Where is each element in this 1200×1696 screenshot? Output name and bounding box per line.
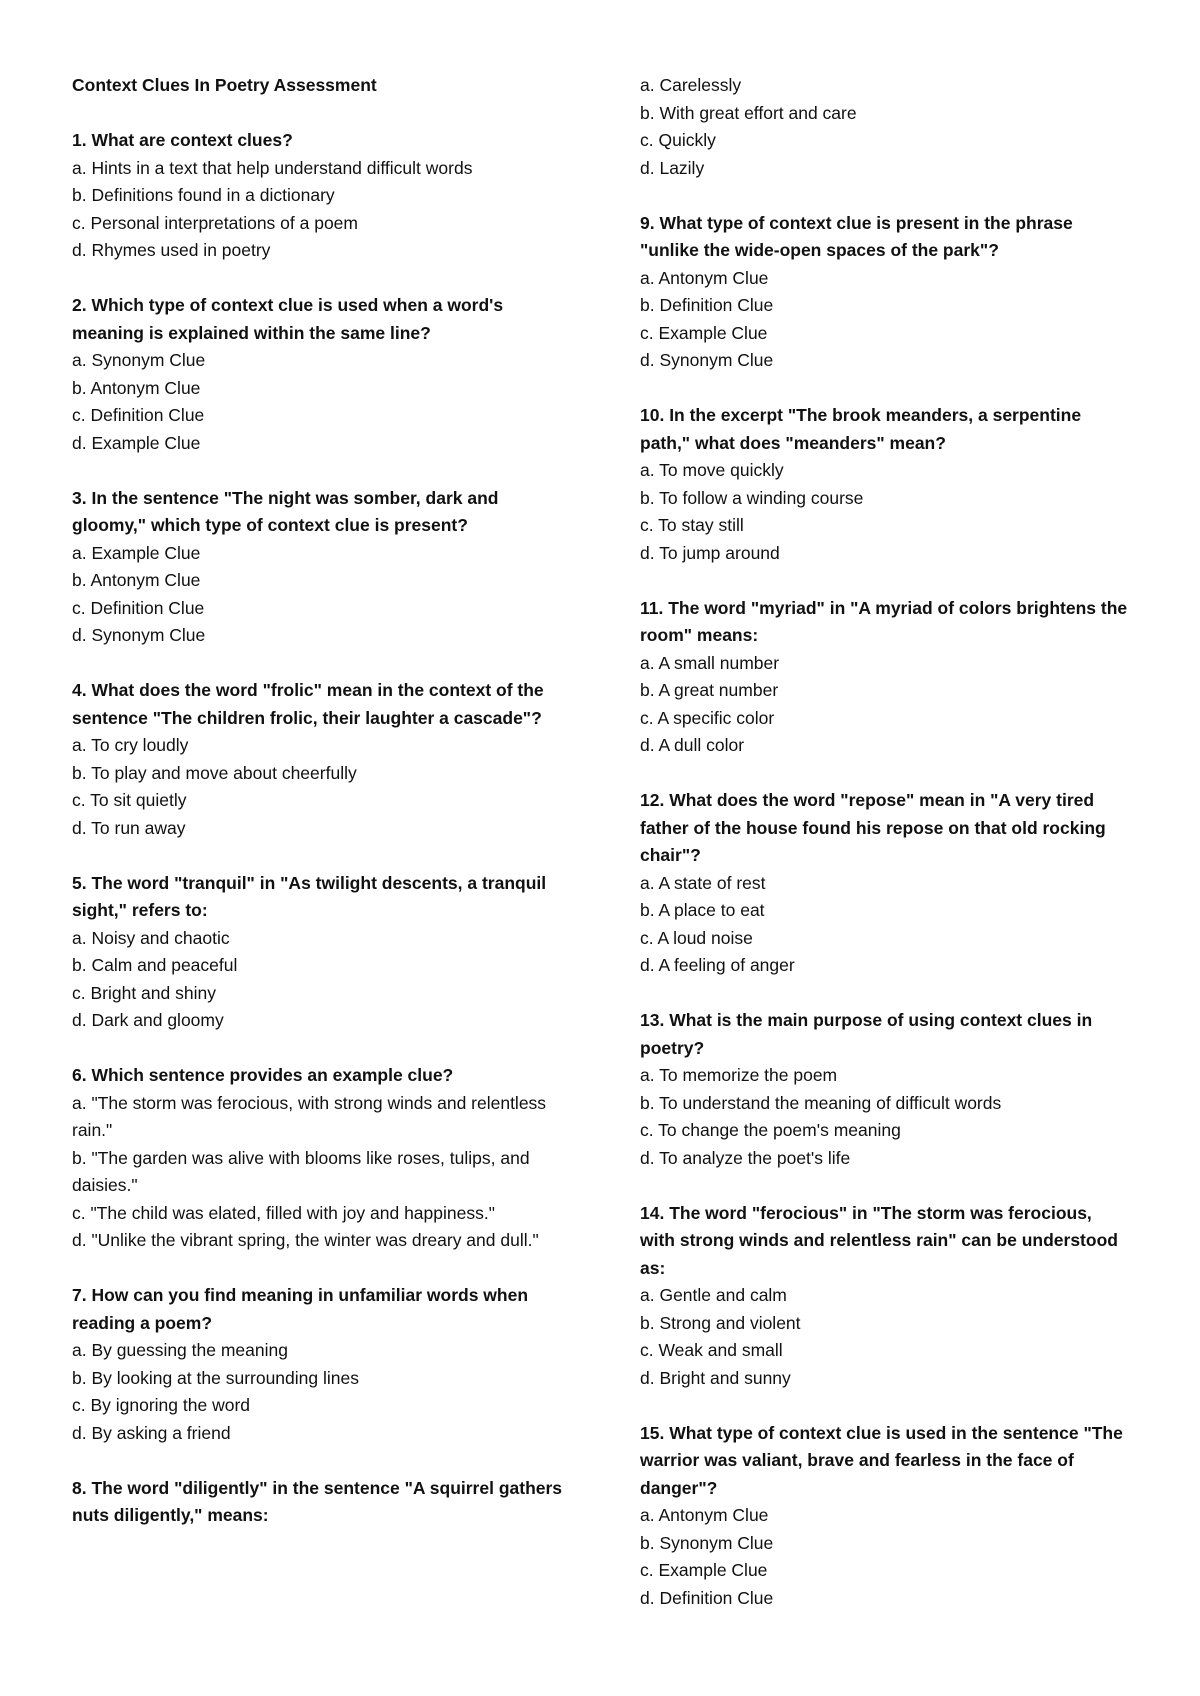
question-12 [640, 787, 1130, 980]
question-text: 4. What does the word "frolic" mean in the context of the sentence "The children frolic, their laughter a cascade"? [72, 680, 544, 728]
left-column [72, 72, 572, 1557]
question-text: 11. The word "myriad" in "A myriad of colors brightens the room" means: [640, 597, 1128, 645]
option-d: d. By asking a friend [72, 1422, 231, 1443]
option-a: a. Antonym Clue [640, 267, 769, 288]
option-c: c. To sit quietly [72, 790, 187, 810]
option-c: c. To stay still [640, 515, 744, 535]
option-b: b. A great number [640, 680, 779, 700]
question-6 [72, 1062, 572, 1255]
question-text: 7. How can you find meaning in unfamiliar words when reading a poem? [72, 1285, 529, 1333]
option-a: a. Gentle and calm [640, 1285, 787, 1305]
option-c: c. A loud noise [640, 927, 753, 948]
option-c: c. By ignoring the word [72, 1395, 251, 1415]
right-column [640, 72, 1130, 1640]
option-b: b. To play and move about cheerfully [72, 762, 357, 783]
option-b: b. To understand the meaning of difficult words [640, 1092, 1002, 1113]
option-d: d. "Unlike the vibrant spring, the winter was dreary and dull." [72, 1230, 539, 1250]
question-1 [72, 127, 572, 265]
question-7 [72, 1282, 572, 1447]
question-text: 3. In the sentence "The night was somber, dark and gloomy," which type of context clue is present? [72, 487, 499, 535]
question-9 [640, 210, 1130, 375]
option-c: c. Definition Clue [72, 405, 205, 425]
option-a: a. A small number [640, 652, 780, 673]
option-b: b. By looking at the surrounding lines [72, 1367, 359, 1388]
option-c: c. Bright and shiny [72, 982, 216, 1003]
question-text: 9. What type of context clue is present in the phrase "unlike the wide-open spaces of the park"? [640, 212, 1073, 260]
question-10 [640, 402, 1130, 567]
option-a: a. Noisy and chaotic [72, 927, 230, 948]
question-text: 6. Which sentence provides an example clue? [72, 1065, 454, 1085]
option-c: c. Weak and small [640, 1340, 783, 1360]
option-a: a. To cry loudly [72, 735, 189, 755]
option-a: a. A state of rest [640, 872, 766, 893]
option-d: d. Synonym Clue [640, 350, 774, 370]
question-4 [72, 677, 572, 842]
option-a: a. By guessing the meaning [72, 1340, 288, 1360]
option-c: c. "The child was elated, filled with joy and happiness." [72, 1202, 495, 1223]
question-text: 5. The word "tranquil" in "As twilight descents, a tranquil sight," refers to: [72, 872, 547, 920]
option-d: d. A feeling of anger [640, 955, 795, 975]
option-a: a. To memorize the poem [640, 1065, 838, 1085]
question-text: 13. What is the main purpose of using context clues in poetry? [640, 1010, 1093, 1058]
option-c: c. Example Clue [640, 1560, 768, 1580]
option-b: b. Antonym Clue [72, 570, 201, 590]
option-d: d. Rhymes used in poetry [72, 240, 271, 260]
option-a: a. Antonym Clue [640, 1505, 769, 1525]
option-d: d. Definition Clue [640, 1587, 774, 1608]
question-13 [640, 1007, 1130, 1172]
option-a: a. Hints in a text that help understand difficult words [72, 157, 473, 178]
option-d: d. To jump around [640, 542, 780, 563]
question-3 [72, 485, 572, 650]
option-c: c. Quickly [640, 130, 716, 150]
option-c: c. Personal interpretations of a poem [72, 212, 358, 233]
question-text: 2. Which type of context clue is used when a word's meaning is explained within the same line? [72, 295, 504, 343]
option-d: d. To run away [72, 817, 186, 838]
question-8-options [640, 72, 1130, 182]
option-a: a. Example Clue [72, 542, 201, 563]
question-2 [72, 292, 572, 457]
question-text: 15. What type of context clue is used in the sentence "The warrior was valiant, brave and fearless in the face of danger"? [640, 1422, 1123, 1498]
option-d: d. Bright and sunny [640, 1367, 791, 1388]
option-a: a. "The storm was ferocious, with strong winds and relentless rain." [72, 1092, 547, 1140]
page-title: Context Clues In Poetry Assessment [72, 75, 377, 95]
question-text: 1. What are context clues? [72, 130, 293, 150]
option-c: c. A specific color [640, 707, 775, 728]
question-15 [640, 1420, 1130, 1613]
option-d: d. Synonym Clue [72, 625, 206, 645]
option-a: a. To move quickly [640, 460, 784, 480]
option-d: d. Lazily [640, 157, 705, 178]
option-c: c. Definition Clue [72, 597, 205, 618]
option-d: d. Example Clue [72, 432, 201, 453]
option-d: d. Dark and gloomy [72, 1010, 224, 1030]
question-11 [640, 595, 1130, 760]
question-8 [72, 1475, 572, 1530]
option-d: d. To analyze the poet's life [640, 1147, 851, 1168]
option-b: b. Calm and peaceful [72, 955, 238, 975]
option-b: b. Strong and violent [640, 1312, 801, 1333]
option-b: b. Synonym Clue [640, 1532, 774, 1553]
option-c: c. To change the poem's meaning [640, 1120, 901, 1140]
question-text: 10. In the excerpt "The brook meanders, a serpentine path," what does "meanders" mean? [640, 405, 1082, 453]
option-b: b. To follow a winding course [640, 487, 864, 508]
option-d: d. A dull color [640, 735, 745, 755]
question-14 [640, 1200, 1130, 1393]
option-b: b. A place to eat [640, 900, 765, 920]
question-text: 14. The word "ferocious" in "The storm was ferocious, with strong winds and relentless rain" can be understood as: [640, 1202, 1118, 1278]
option-b: b. Definitions found in a dictionary [72, 185, 335, 205]
option-b: b. "The garden was alive with blooms like roses, tulips, and daisies." [72, 1147, 530, 1195]
option-b: b. Antonym Clue [72, 377, 201, 398]
option-a: a. Carelessly [640, 75, 742, 95]
option-b: b. With great effort and care [640, 102, 857, 123]
option-c: c. Example Clue [640, 322, 768, 343]
option-a: a. Synonym Clue [72, 350, 206, 370]
question-text: 12. What does the word "repose" mean in "A very tired father of the house found his repose on that old rocking chair"? [640, 790, 1106, 865]
option-b: b. Definition Clue [640, 295, 774, 315]
question-5 [72, 870, 572, 1035]
question-text: 8. The word "diligently" in the sentence "A squirrel gathers nuts diligently," means: [72, 1477, 563, 1525]
